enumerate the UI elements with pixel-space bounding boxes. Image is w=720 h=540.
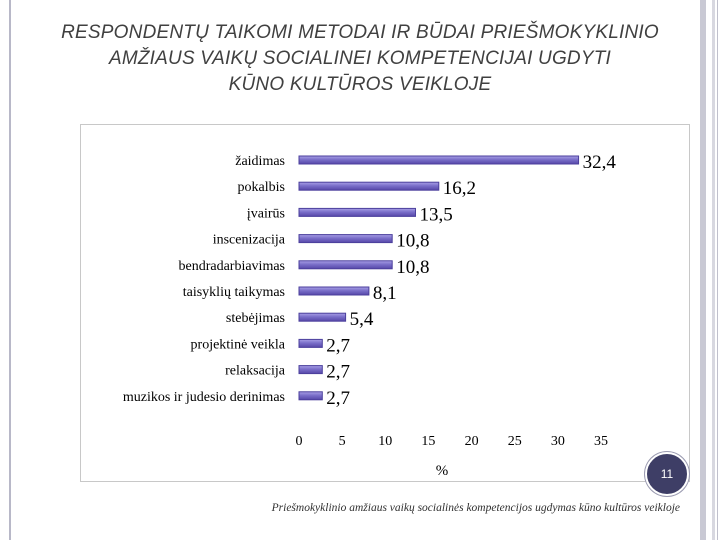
data-label: 10,8 (396, 256, 430, 278)
bar (299, 156, 579, 164)
data-label: 13,5 (419, 204, 453, 226)
x-tick-label: 25 (507, 433, 522, 449)
x-tick-label: 30 (550, 433, 565, 449)
category-label: muzikos ir judesio derinimas (122, 389, 285, 405)
chart-frame (80, 124, 690, 482)
category-label: relaksacija (225, 363, 285, 379)
category-label: inscenizacija (212, 232, 285, 248)
x-tick-label: 35 (594, 433, 608, 449)
category-label: įvairūs (246, 206, 285, 222)
slide-title-line-3: KŪNO KULTŪROS VEIKLOJE (228, 74, 492, 95)
x-tick-label: 20 (464, 433, 479, 449)
data-label: 8,1 (372, 283, 397, 304)
category-label: stebėjimas (225, 311, 285, 327)
data-label: 5,4 (349, 309, 374, 331)
right-decor-rule-thin (712, 0, 715, 540)
bar (299, 392, 322, 400)
data-label: 32,4 (582, 152, 616, 173)
slide-title-line-1: RESPONDENTŲ TAIKOMI METODAI IR BŪDAI PRIEŠMOKYKLINIO (61, 22, 659, 43)
bar (299, 339, 322, 347)
slide-title-line-2: AMŽIAUS VAIKŲ SOCIALINEI KOMPETENCIJAI UGDYTI (108, 48, 612, 69)
slide-footer: Priešmokyklinio amžiaus vaikų socialinės kompetencijos ugdymas kūno kultūros veikloje (271, 502, 680, 514)
data-label: 10,8 (396, 230, 430, 252)
bar-chart (81, 125, 689, 481)
data-label: 2,7 (326, 387, 351, 409)
data-label: 2,7 (326, 361, 351, 383)
bar (299, 366, 322, 374)
right-decor-rule-line (717, 0, 718, 540)
bar (299, 287, 369, 295)
bar (299, 235, 392, 243)
category-label: taisyklių taikymas (182, 285, 285, 300)
category-label: pokalbis (237, 180, 285, 196)
bar (299, 182, 439, 190)
bar (299, 261, 392, 269)
x-tick-label: 10 (378, 433, 393, 449)
x-axis-title: % (435, 462, 449, 479)
bar (299, 313, 346, 321)
data-label: 2,7 (326, 335, 351, 357)
bar (299, 208, 415, 216)
page-number-badge: 11 (645, 452, 689, 496)
slide-title (10, 20, 710, 98)
x-tick-label: 5 (338, 433, 346, 449)
category-label: bendradarbiavimas (178, 258, 285, 274)
x-tick-label: 15 (421, 433, 436, 449)
data-label: 16,2 (442, 178, 477, 200)
x-tick-label: 0 (295, 433, 303, 449)
category-label: žaidimas (235, 154, 285, 169)
category-label: projektinė veikla (190, 337, 285, 353)
